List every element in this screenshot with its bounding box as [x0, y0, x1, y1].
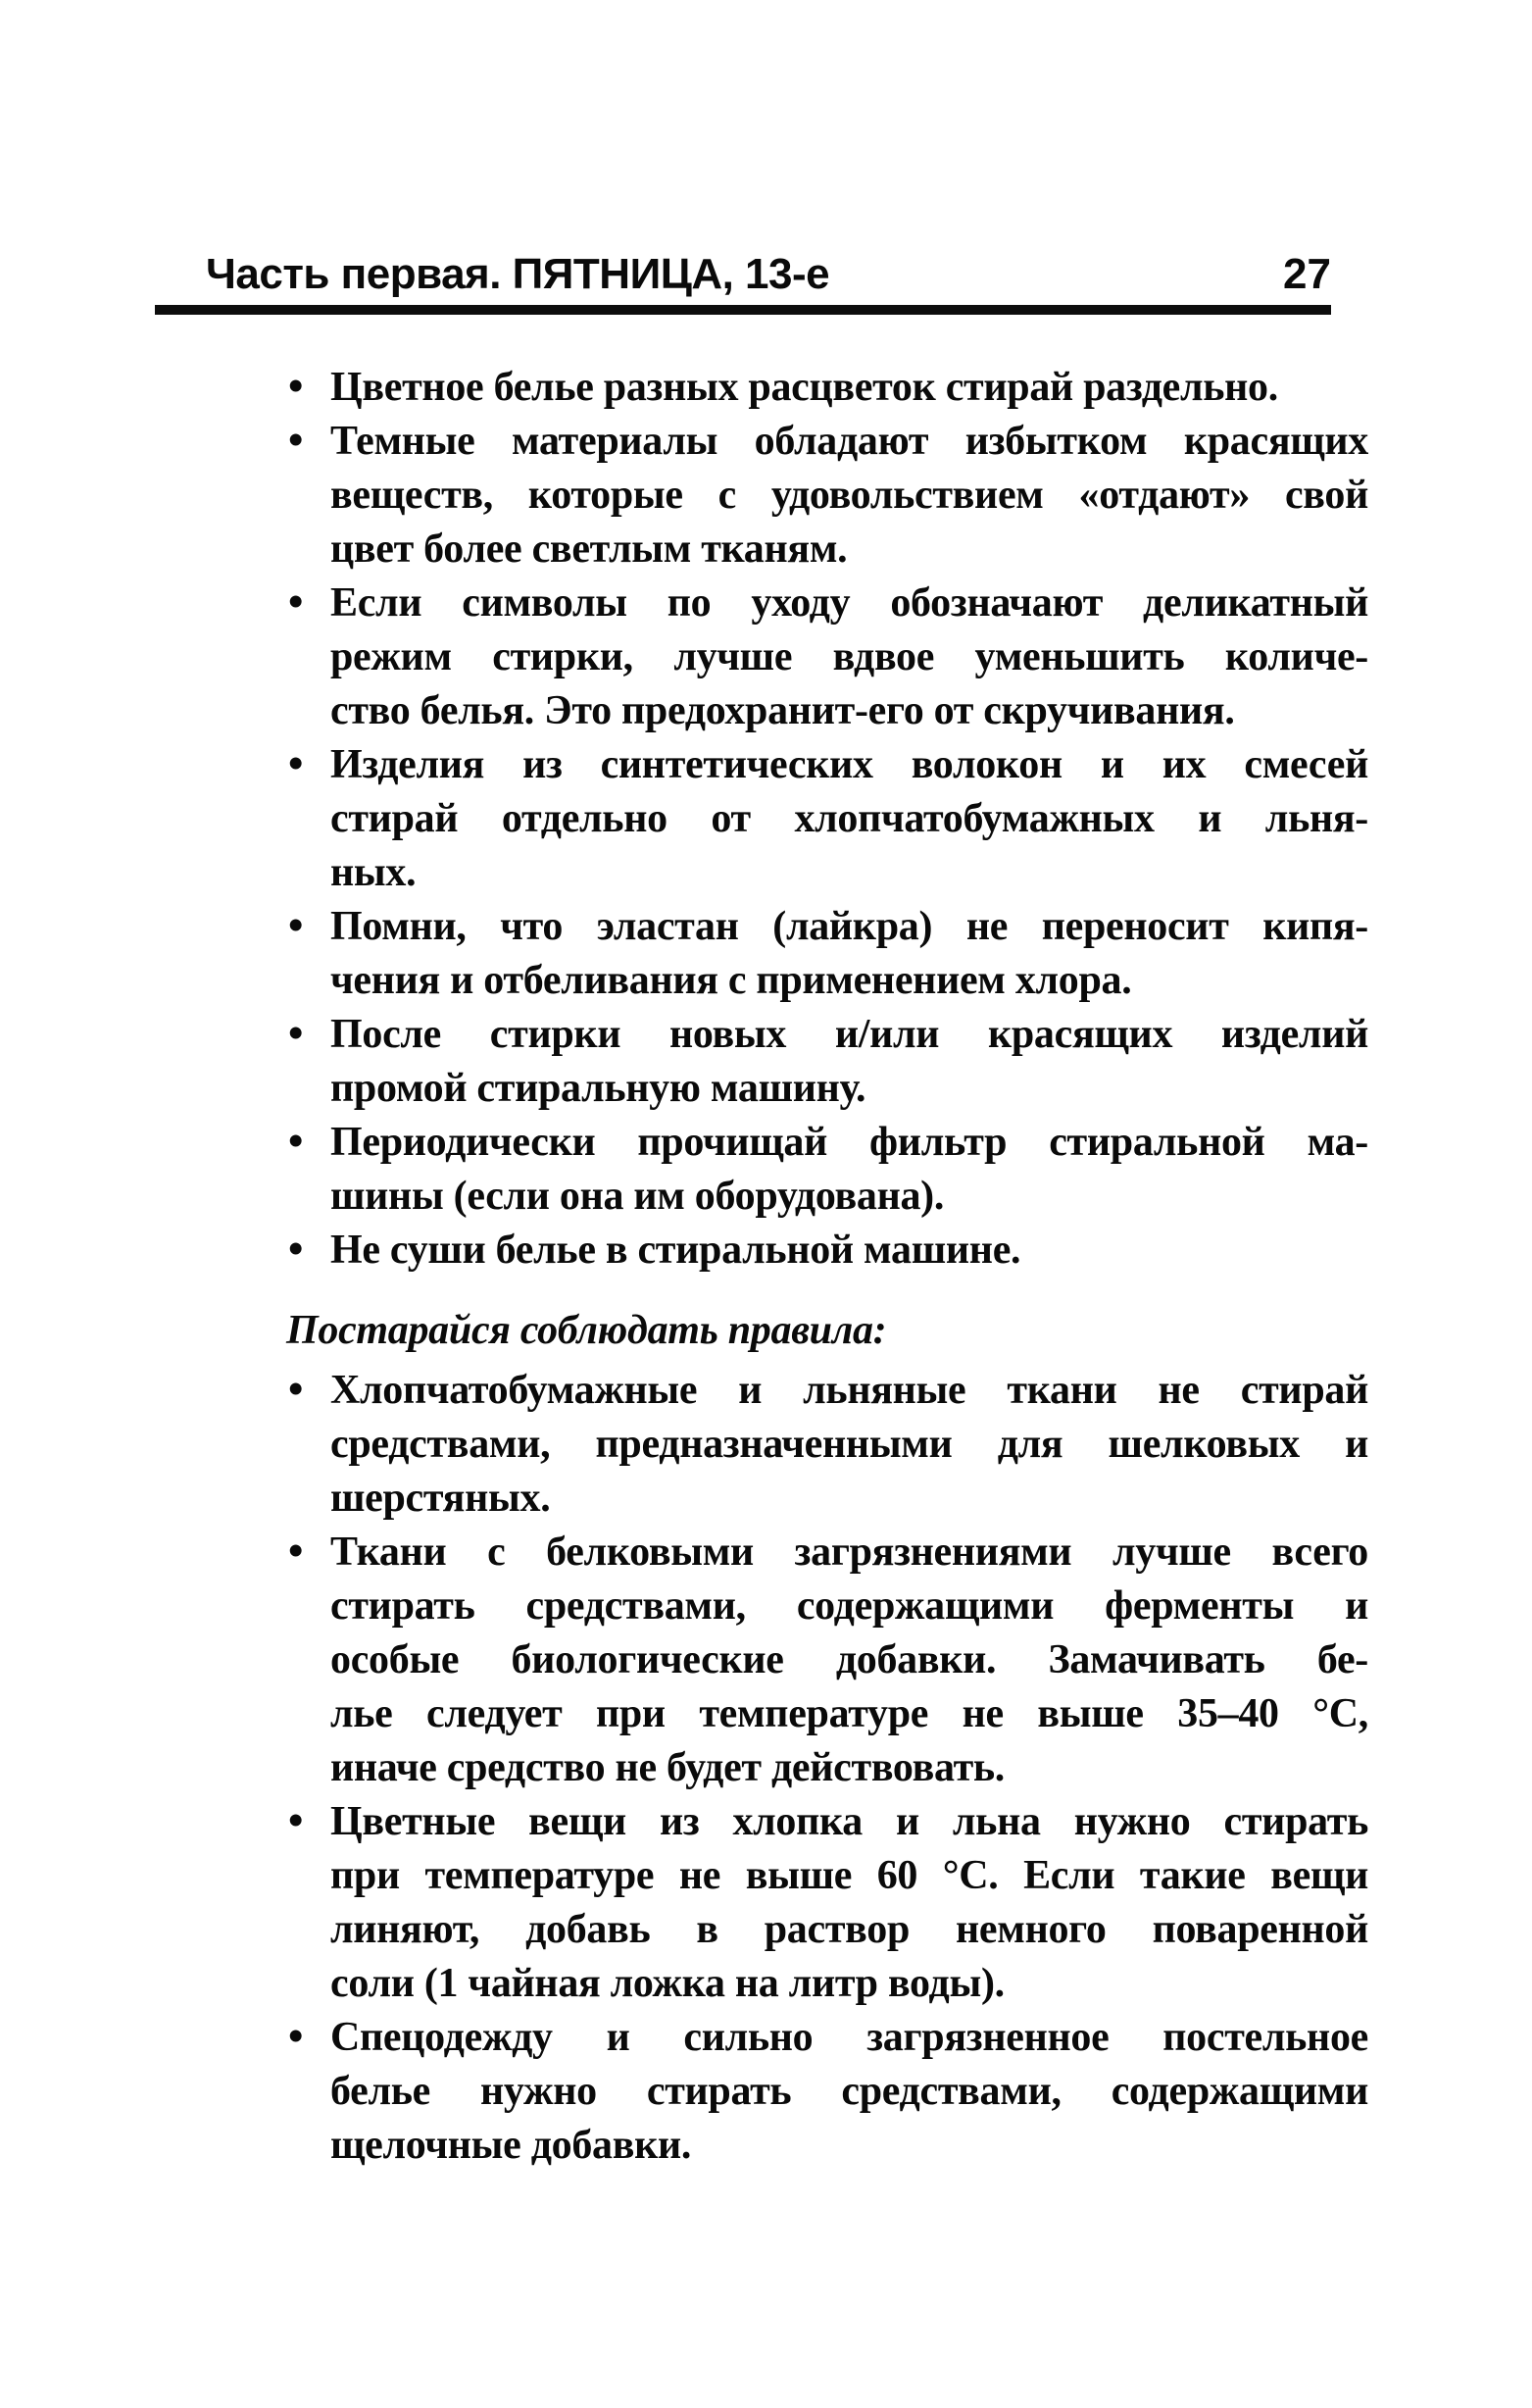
- page-body: [286, 361, 1368, 2173]
- bullet-icon: •: [288, 1009, 304, 1057]
- bullet-list-detergents: [286, 1364, 1368, 2173]
- text-line: шины (если она им оборудована).: [330, 1174, 945, 1219]
- bullet-icon: •: [288, 2012, 304, 2060]
- text-line: особые биологические добавки. Замачивать бе-: [330, 1637, 1368, 1682]
- bullet-icon: •: [288, 1796, 304, 1844]
- text-line: Спецодежду и сильно загрязненное постельное: [330, 2015, 1368, 2060]
- bullet-icon: •: [288, 1117, 304, 1165]
- text-line: цвет более светлым тканям.: [330, 527, 848, 572]
- bullet-icon: •: [288, 1225, 304, 1273]
- text-line: Помни, что эластан (лайкра) не переносит кипя-: [330, 904, 1368, 949]
- bullet-icon: •: [288, 1365, 304, 1413]
- text-line: Цветное белье разных расцветок стирай раздельно.: [330, 365, 1278, 410]
- list-item: [286, 361, 1368, 415]
- list-item: [286, 1795, 1368, 2011]
- list-item: [286, 415, 1368, 577]
- list-item: [286, 738, 1368, 900]
- text-line: режим стирки, лучше вдвое уменьшить количе-: [330, 634, 1368, 679]
- bullet-icon: •: [288, 362, 304, 410]
- text-line: Цветные вещи из хлопка и льна нужно стирать: [330, 1799, 1368, 1844]
- bullet-icon: •: [288, 577, 304, 626]
- text-line: Не суши белье в стиральной машине.: [330, 1228, 1021, 1273]
- text-line: Хлопчатобумажные и льняные ткани не стирай: [330, 1368, 1368, 1413]
- text-line: белье нужно стирать средствами, содержащими: [330, 2069, 1368, 2114]
- bullet-list-sorting: [286, 361, 1368, 1278]
- text-line: После стирки новых и/или красящих изделий: [330, 1012, 1368, 1057]
- text-line: ство белья. Это предохранит-его от скручивания.: [330, 688, 1235, 733]
- text-line: при температуре не выше 60 °С. Если такие вещи: [330, 1853, 1368, 1898]
- chapter-title: Часть первая. ПЯТНИЦА, 13-е: [206, 250, 830, 298]
- list-item: [286, 1116, 1368, 1224]
- text-line: щелочные добавки.: [330, 2123, 692, 2168]
- text-line: лье следует при температуре не выше 35–40 °С,: [330, 1691, 1368, 1736]
- text-line: Периодически прочищай фильтр стиральной ма-: [330, 1120, 1368, 1165]
- text-line: чения и отбеливания с применением хлора.: [330, 958, 1132, 1003]
- list-item: [286, 1224, 1368, 1278]
- bullet-icon: •: [288, 739, 304, 787]
- list-item: [286, 1364, 1368, 1526]
- text-line: соли (1 чайная ложка на литр воды).: [330, 1961, 1005, 2006]
- text-line: линяют, добавь в раствор немного поваренной: [330, 1907, 1368, 1952]
- text-line: Ткани с белковыми загрязнениями лучше всего: [330, 1530, 1368, 1575]
- bullet-icon: •: [288, 901, 304, 949]
- text-line: иначе средство не будет действовать.: [330, 1745, 1006, 1790]
- list-item: [286, 2011, 1368, 2173]
- bullet-icon: •: [288, 1527, 304, 1575]
- page-number: 27: [1283, 250, 1331, 298]
- text-line: Темные материалы обладают избытком красящих: [330, 419, 1368, 464]
- running-head: [155, 251, 1331, 315]
- text-line: Если символы по уходу обозначают деликатный: [330, 580, 1368, 626]
- text-line: веществ, которые с удовольствием «отдают» свой: [330, 473, 1368, 518]
- bullet-icon: •: [288, 416, 304, 464]
- text-line: ных.: [330, 850, 417, 895]
- text-line: промой стиральную машину.: [330, 1066, 866, 1111]
- list-item: [286, 577, 1368, 738]
- list-item: [286, 1008, 1368, 1116]
- text-line: стирай отдельно от хлопчатобумажных и льня-: [330, 796, 1368, 841]
- text-line: Изделия из синтетических волокон и их смесей: [330, 742, 1368, 787]
- list-item: [286, 1526, 1368, 1795]
- text-line: средствами, предназначенными для шелковых и: [330, 1422, 1368, 1467]
- text-line: стирать средствами, содержащими ферменты и: [330, 1583, 1368, 1629]
- list-item: [286, 900, 1368, 1008]
- section-heading: Постарайся соблюдать правила:: [286, 1308, 887, 1353]
- text-line: шерстяных.: [330, 1476, 551, 1521]
